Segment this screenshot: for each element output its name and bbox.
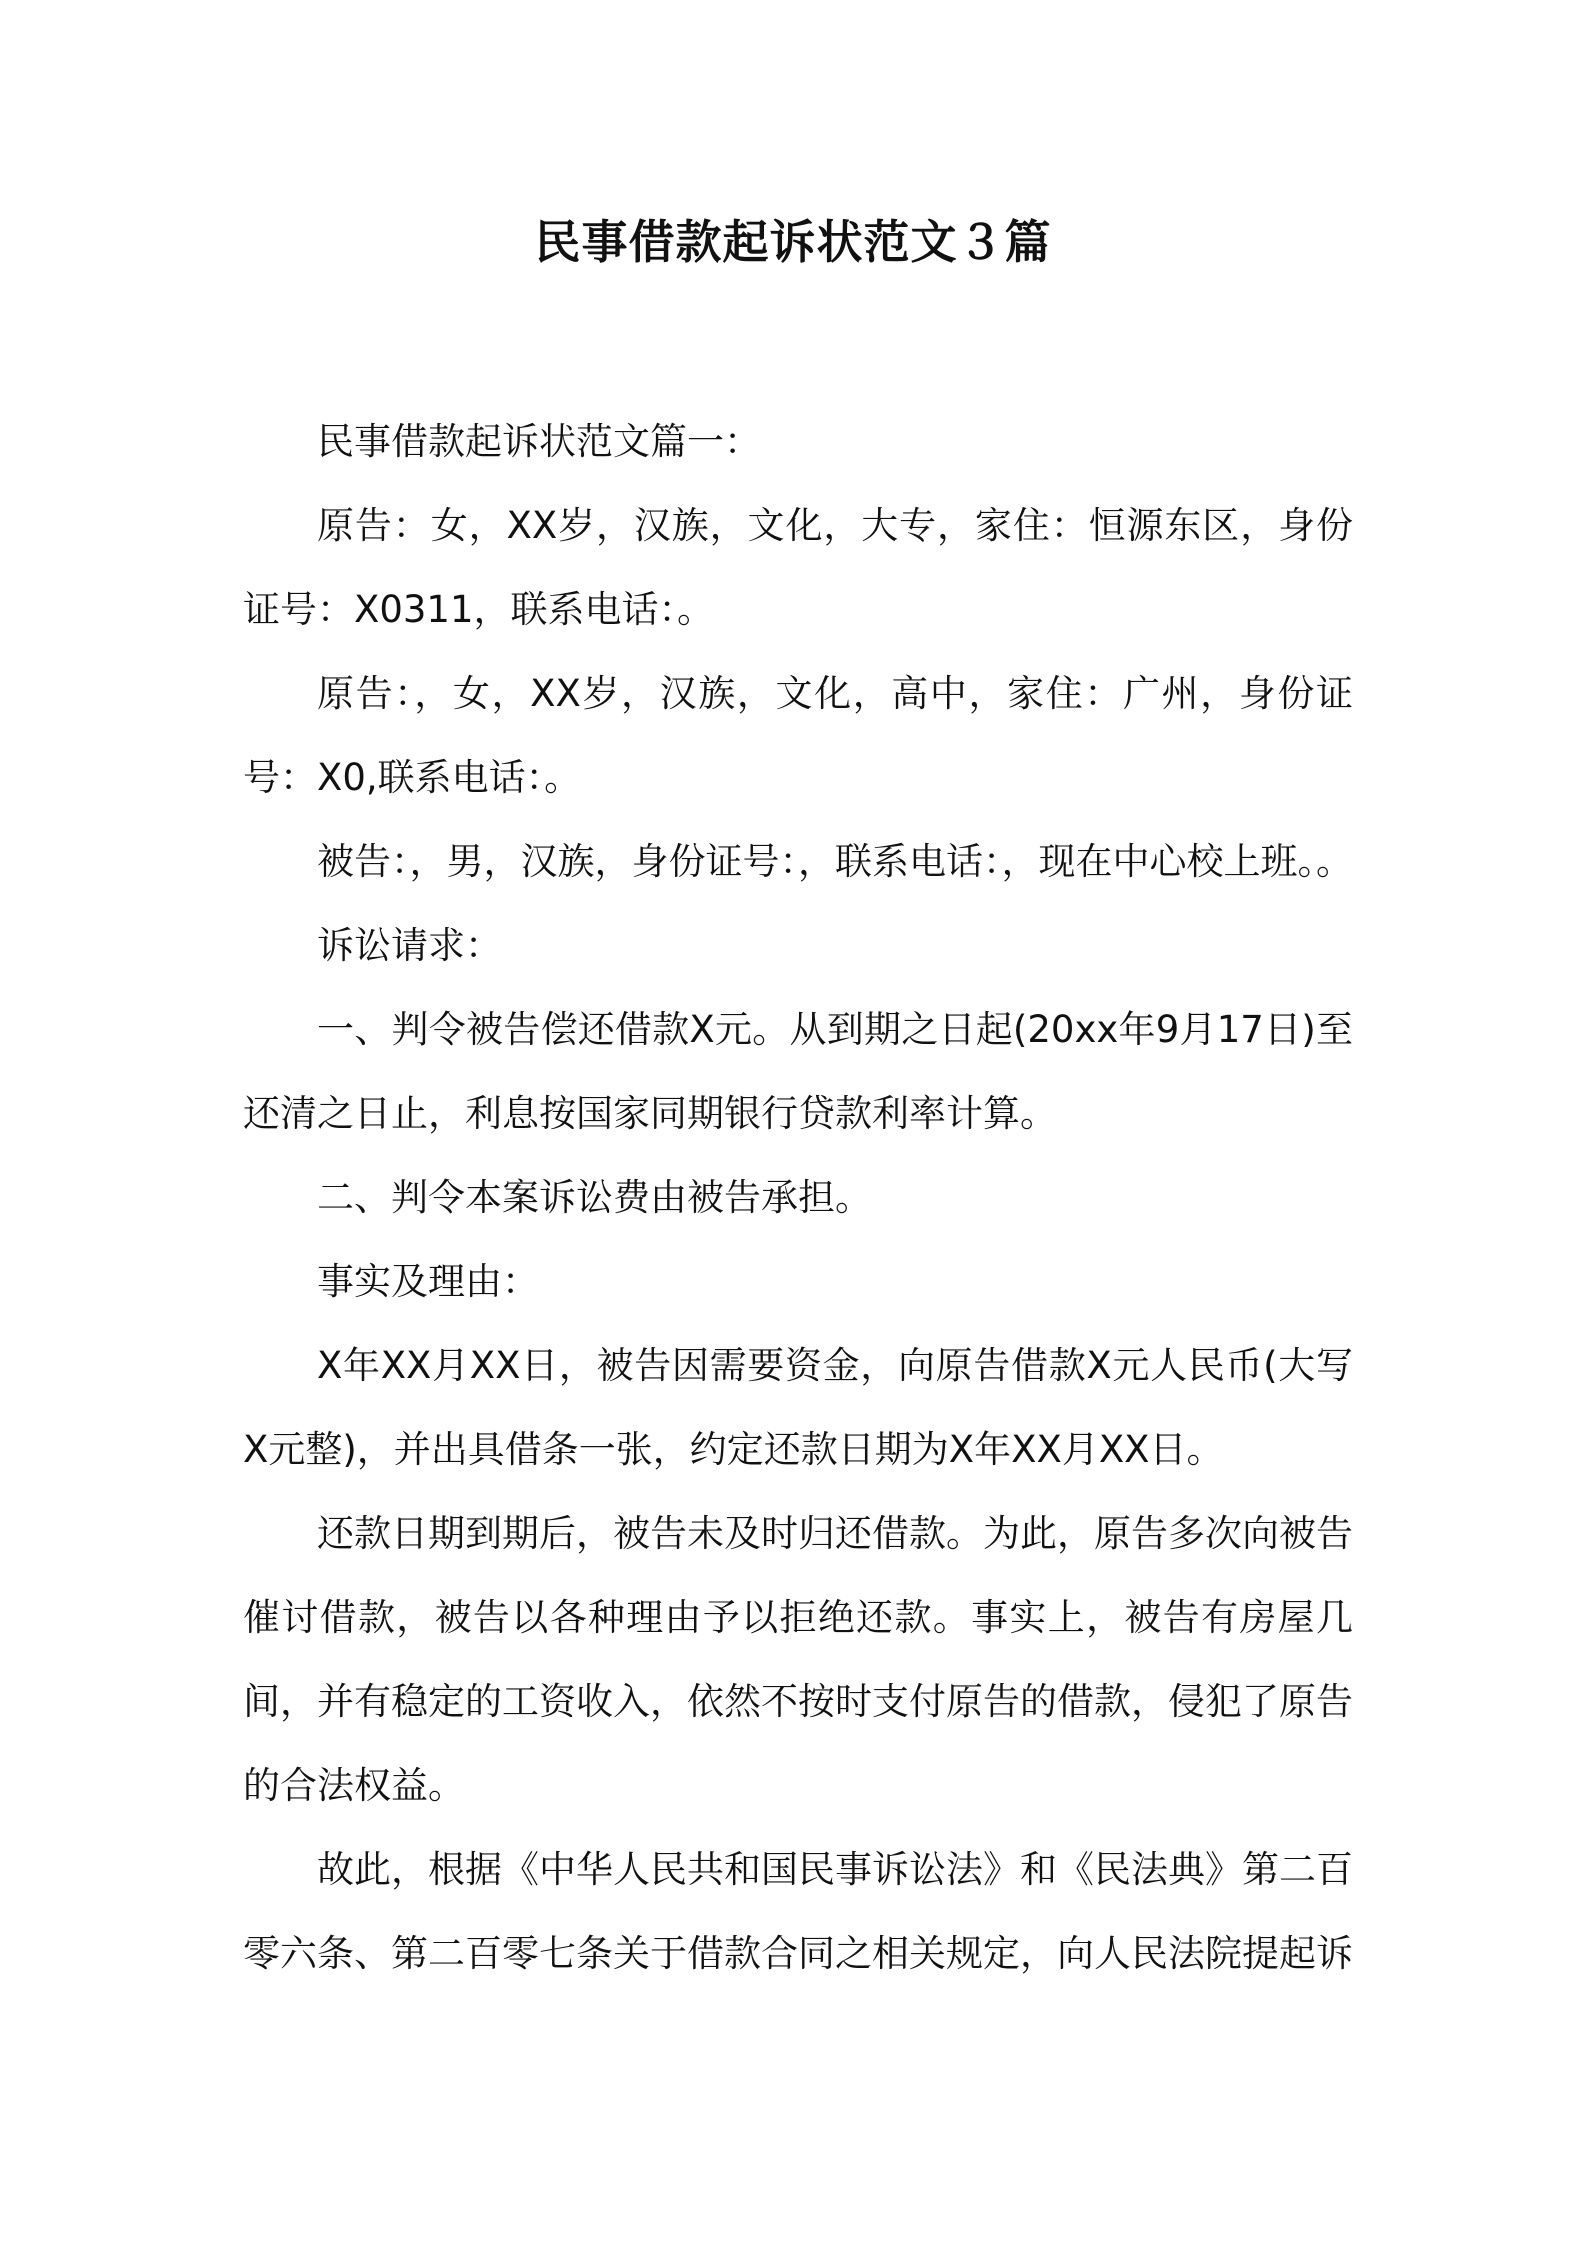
claim-paragraph: 二、判令本案诉讼费由被告承担。 xyxy=(317,1176,872,1219)
defendant-paragraph: 被告：，男，汉族，身份证号：，联系电话：，现在中心校上班。。 xyxy=(317,840,1353,883)
plaintiff-paragraph: 原告：女，XX岁，汉族，文化，大专，家住：恒源东区，身份证号：X0311，联系电话：。 xyxy=(243,504,1353,631)
section-heading: 民事借款起诉状范文篇一： xyxy=(317,420,761,463)
facts-paragraph: X年XX月XX日，被告因需要资金，向原告借款X元人民币(大写X元整)，并出具借条一张，约定还款日期为X年XX月XX日。 xyxy=(243,1344,1353,1471)
facts-heading: 事实及理由： xyxy=(317,1260,539,1303)
legal-basis-paragraph: 故此，根据《中华人民共和国民事诉讼法》和《民法典》第二百零六条、第二百零七条关于借款合同之相关规定，向人民法院提起诉 xyxy=(243,1848,1353,1975)
document-body xyxy=(243,400,1353,1996)
claim-paragraph: 一、判令被告偿还借款X元。从到期之日起(20xx年9月17日)至还清之日止，利息按国家同期银行贷款利率计算。 xyxy=(243,1008,1353,1135)
plaintiff-paragraph: 原告：，女，XX岁，汉族，文化，高中，家住：广州，身份证号：X0,联系电话：。 xyxy=(243,672,1353,799)
facts-paragraph: 还款日期到期后，被告未及时归还借款。为此，原告多次向被告催讨借款，被告以各种理由予以拒绝还款。事实上，被告有房屋几间，并有稳定的工资收入，依然不按时支付原告的借款，侵犯了原告的合法权益。 xyxy=(243,1512,1353,1807)
document-title: 民事借款起诉状范文３篇 xyxy=(534,215,1052,269)
claims-heading: 诉讼请求： xyxy=(317,924,502,967)
